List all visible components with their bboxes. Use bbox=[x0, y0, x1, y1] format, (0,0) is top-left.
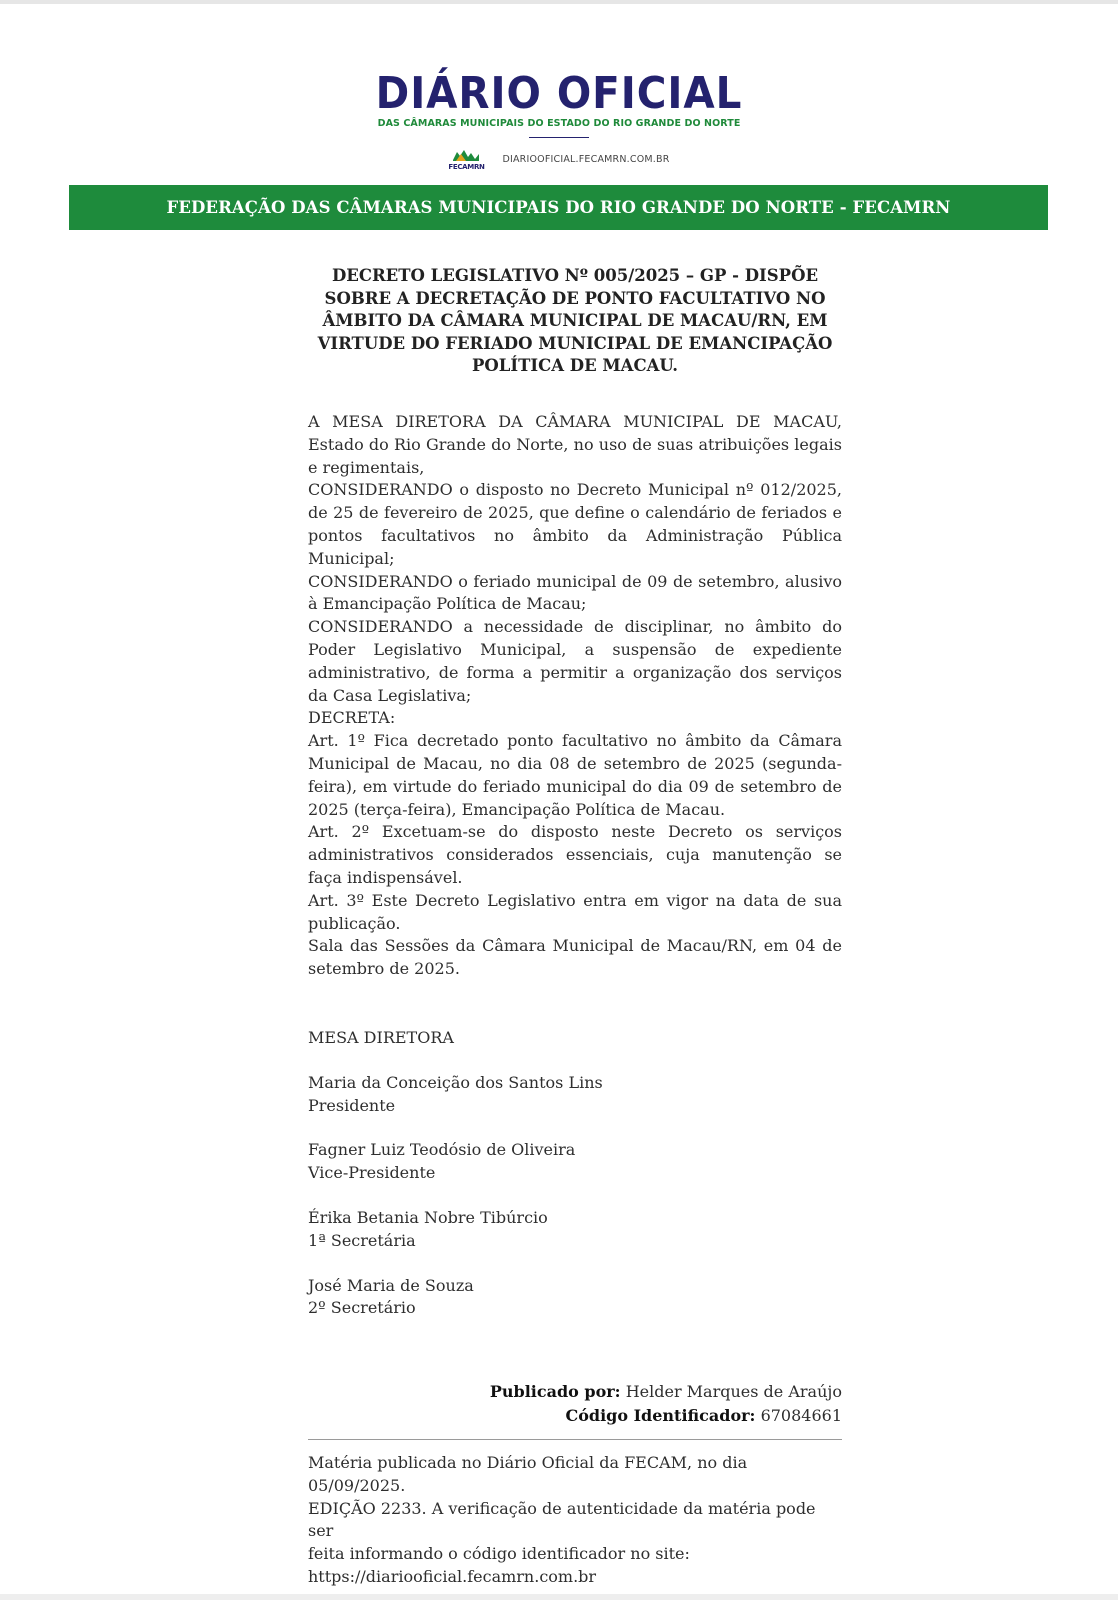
signer-role: 1ª Secretária bbox=[308, 1230, 416, 1250]
logo-text: FECAMRN bbox=[448, 163, 485, 171]
masthead-subtitle: DAS CÂMARAS MUNICIPAIS DO ESTADO DO RIO GRANDE DO NORTE bbox=[377, 118, 741, 129]
decree-article: Art. 2º Excetuam-se do disposto neste Decreto os serviços administrativos considerados essenciais, cuja manutenção se faça indispensável. bbox=[308, 822, 842, 887]
federation-banner-text: FEDERAÇÃO DAS CÂMARAS MUNICIPAIS DO RIO GRANDE DO NORTE - FECAMRN bbox=[166, 198, 951, 217]
signer-name: Fagner Luiz Teodósio de Oliveira bbox=[308, 1140, 576, 1160]
signature-group-title: MESA DIRETORA bbox=[308, 1028, 454, 1047]
code-label: Código Identificador: bbox=[565, 1406, 756, 1425]
decree-paragraph: CONSIDERANDO a necessidade de disciplinar, no âmbito do Poder Legislativo Municipal, a suspensão de expediente administrativo, de forma a permitir a organização dos serviços da Casa Legislativa; bbox=[308, 617, 842, 705]
top-edge bbox=[0, 0, 1118, 4]
signer-name: Maria da Conceição dos Santos Lins bbox=[308, 1072, 603, 1092]
published-by-line bbox=[308, 1380, 842, 1404]
publication-info bbox=[308, 1380, 842, 1428]
signer-role: Vice-Presidente bbox=[308, 1163, 436, 1183]
signer-name: José Maria de Souza bbox=[308, 1275, 474, 1295]
note-line: EDIÇÃO 2233. A verificação de autenticidade da matéria pode ser bbox=[308, 1498, 816, 1541]
published-by-label: Publicado por: bbox=[489, 1382, 621, 1401]
decree-article: Art. 1º Fica decretado ponto facultativo no âmbito da Câmara Municipal de Macau, no dia 08 de setembro de 2025 (segunda-feira), em virtude do feriado municipal do dia 09 de setembro de 2025 (terça-feira), Emancipação Política de Macau. bbox=[308, 731, 842, 819]
signer bbox=[308, 1072, 842, 1118]
publication-divider bbox=[308, 1439, 842, 1440]
masthead-site-row bbox=[0, 148, 1118, 171]
federation-banner bbox=[69, 185, 1048, 230]
signer-name: Érika Betania Nobre Tibúrcio bbox=[308, 1207, 548, 1227]
signer-role: 2º Secretário bbox=[308, 1298, 416, 1318]
signer bbox=[308, 1275, 842, 1321]
masthead-site[interactable]: DIARIOOFICIAL.FECAMRN.COM.BR bbox=[502, 154, 670, 165]
decree-paragraph: CONSIDERANDO o disposto no Decreto Municipal nº 012/2025, de 25 de fevereiro de 2025, que define o calendário de feriados e pontos facultativos no âmbito da Administração Pública Municipal; bbox=[308, 480, 842, 568]
note-line: feita informando o código identificador no site: bbox=[308, 1544, 690, 1564]
note-line: Matéria publicada no Diário Oficial da FECAM, no dia 05/09/2025. bbox=[308, 1453, 748, 1495]
signer bbox=[308, 1139, 842, 1185]
decree-article: Art. 3º Este Decreto Legislativo entra em vigor na data de sua publicação. bbox=[308, 890, 842, 933]
signer-role: Presidente bbox=[308, 1095, 396, 1115]
decree-paragraph: DECRETA: bbox=[308, 708, 396, 728]
note-link[interactable]: https://diariooficial.fecamrn.com.br bbox=[308, 1566, 597, 1586]
fecamrn-logo-icon bbox=[451, 148, 481, 162]
decree-heading: DECRETO LEGISLATIVO Nº 005/2025 – GP - DISPÕE SOBRE A DECRETAÇÃO DE PONTO FACULTATIVO NO ÂMBITO DA CÂMARA MUNICIPAL DE MACAU/RN, EM VIRTUDE DO FERIADO MUNICIPAL DE EMANCIPAÇÃO POLÍTICA DE MACAU. bbox=[317, 266, 833, 375]
decree-closing: Sala das Sessões da Câmara Municipal de Macau/RN, em 04 de setembro de 2025. bbox=[308, 936, 842, 979]
masthead-title: DIÁRIO OFICIAL bbox=[375, 68, 743, 119]
signer bbox=[308, 1207, 842, 1253]
masthead-divider bbox=[529, 137, 589, 138]
published-by-value: Helder Marques de Araújo bbox=[625, 1382, 842, 1401]
fecamrn-logo bbox=[448, 148, 484, 171]
code-line bbox=[308, 1404, 842, 1428]
code-value: 67084661 bbox=[760, 1406, 842, 1425]
masthead bbox=[0, 70, 1118, 171]
signature-block bbox=[308, 1027, 842, 1342]
publication-note bbox=[308, 1452, 842, 1589]
decree-body bbox=[308, 411, 842, 981]
decree-paragraph: CONSIDERANDO o feriado municipal de 09 de setembro, alusivo à Emancipação Política de Macau; bbox=[308, 571, 842, 614]
bottom-edge bbox=[0, 1594, 1118, 1600]
decree-paragraph: A MESA DIRETORA DA CÂMARA MUNICIPAL DE MACAU, Estado do Rio Grande do Norte, no uso de suas atribuições legais e regimentais, bbox=[308, 412, 842, 477]
